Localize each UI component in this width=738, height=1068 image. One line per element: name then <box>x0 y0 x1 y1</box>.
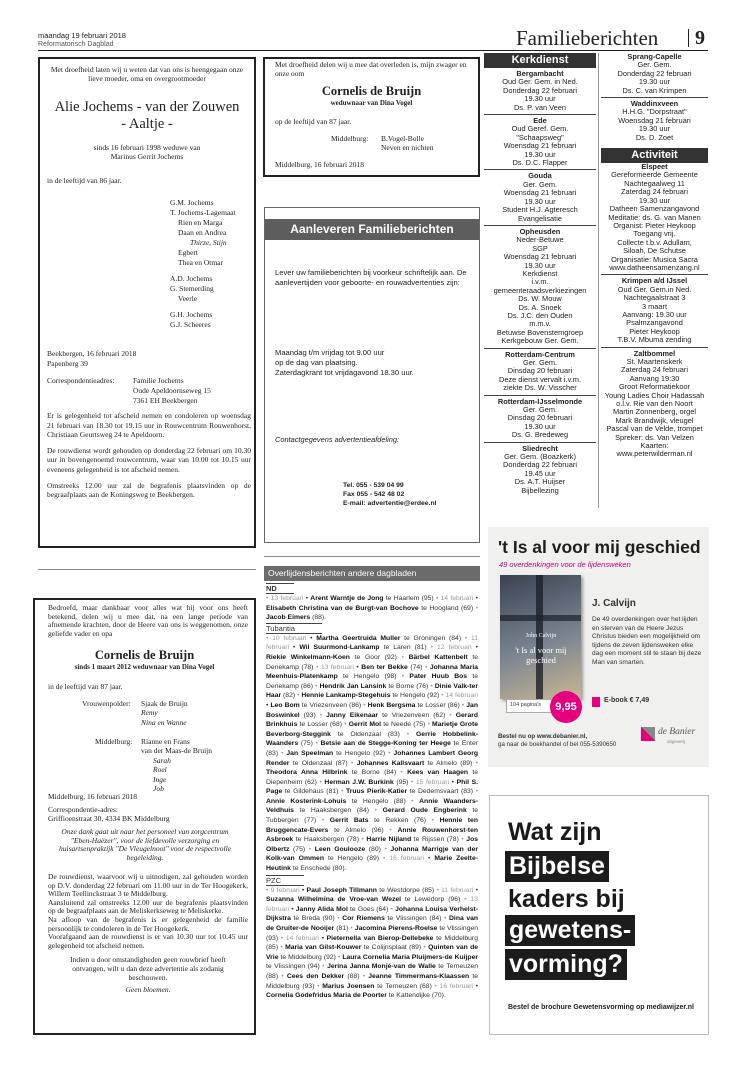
service-line: Donderdag 22 februari <box>503 85 577 95</box>
conscience-brochure-ad[interactable]: Wat zijn Bijbelse kaders bij gewetens- vorming? Bestel de brochure Gewetensvorming op mediawijzer.nl <box>489 795 709 1035</box>
header-date: maandag 19 februari 2018 <box>38 31 126 40</box>
service-line: Organisatie: Musica Sacra <box>611 254 698 264</box>
service-block <box>601 347 708 459</box>
service-place: Ede <box>533 116 547 126</box>
service-line: Ger. Gem. <box>522 405 558 415</box>
service-line: Ds. J.C. den Ouden <box>507 310 573 320</box>
service-place: Zaltbommel <box>633 348 676 358</box>
header-rule <box>38 50 708 51</box>
service-line: Ds. D. Zoet <box>635 132 674 142</box>
service-line: Ger. Gem. <box>637 60 672 70</box>
service-place: Bergambacht <box>516 69 564 78</box>
service-line: Ds. W. Mouw <box>518 294 562 304</box>
obituary-entry: • 14 februari • Elisabeth Christina van de Burgt-van Bochove te Hoogland (69) <box>266 595 478 612</box>
service-line: Datheen Samenzangavond <box>609 204 700 214</box>
book-cover: John Calvijn 't Is al voor mij geschied <box>500 575 581 699</box>
obituary-entry: • Jacomina Pierens-Roelse te Vlissingen (93) <box>266 925 479 942</box>
service-line: Siloah, De Schutse <box>623 246 686 256</box>
ebook-icon <box>592 697 600 707</box>
service-place: Elspeet <box>641 162 668 172</box>
service-line: Betuwse Bovenstemgroep <box>496 327 584 337</box>
service-place: Sprang-Capelle <box>627 52 682 61</box>
service-line: Mark Brandwijk, vleugel <box>615 415 694 425</box>
death-notice-jochems: Met droefheid laten wij u weten dat van ons is heengegaan onze lieve moeder, oma en overgrootmoeder Alie Jochems - van der Zouwen - Aaltje - sinds 16 februari 1998 weduwe van Marinus Gerrit Jochems in de leeftijd van 86 jaar. G.M. Jochems T. Jochems-Lagemaat Rien en Marga Daan en Andrea Thirze, Stijn Egbert Thea en Otmar A.D. Jochems G. Stemerding Veerle G.H. Jochems G.J. Scheeres Beekbergen, 16 februari 2018 Papenberg 39 Correspondentieadres: Familie Jochems Oude Apeldoornseweg 15 7361 EH Beekbergen Er is gelegenheid tot afscheid nemen en condoleren op woensdag 21 februari van 18.30 tot 19.15 uur in Rouwcentrum Rouwenhorst, Christiaan Geurtsweg 24 te Apeldoorn. De rouwdienst wordt gehouden op donderdag 22 februari om 10.30 uur in bovengenoemd rouwcentrum, waar van 10.00 tot 10.15 uur eveneens gelegenheid is tot afscheid nemen. Omstreeks 12.00 uur zal de begrafenis plaatsvinden op de begraafplaats aan de Koningsweg te Beekbergen. <box>38 57 256 548</box>
obituary-entry: • Gerard Brinkhuis te Losser (68) <box>266 711 479 729</box>
service-line: Young Ladies Choir Hadassah <box>604 390 705 400</box>
service-place: Gouda <box>528 171 552 181</box>
obituary-entry: • 12 februari • Riekie Winkelmann-Koen te Goor (92) <box>266 644 478 661</box>
service-line: H.H.G. "Dorpstraat" <box>622 107 687 117</box>
obituary-entry: • Harrie Nijland te Rijssen (78) <box>361 836 459 844</box>
obituary-entry: • 11 februari • Suzanna Wilhelmina de Vroe-van Wezel te Lewedorp (96) <box>266 886 478 904</box>
obituary-entry: • Jacob Eimers (88). <box>266 604 478 622</box>
activities-title: Activiteit <box>601 148 708 163</box>
family-list: G.M. Jochems T. Jochems-Lagemaat Rien en Marga Daan en Andrea Thirze, Stijn Egbert Thea en Otmar A.D. Jochems G. Stemerding Veerle G.H. Jochems G.J. Scheeres <box>170 198 236 329</box>
service-line: Evangelisatie <box>518 213 562 223</box>
page-number: 9 <box>695 27 705 49</box>
service-line: 19.30 uur <box>638 195 671 205</box>
obituary-entry: • Henk Bergsma te Losser (86) <box>363 701 460 709</box>
service-line: Bijbellezing <box>521 485 559 495</box>
obituary-entry: • Dina van de Gruiter-de Nooijer (81) <box>266 915 479 932</box>
service-line: Gereformeerde Gemeente <box>611 170 698 180</box>
obituary-entry: • Johannes Kallsvaart te Almelo (89) <box>351 759 473 767</box>
service-place: Sliedrecht <box>522 443 558 453</box>
service-line: Aanvang: 19.30 uur <box>622 309 687 319</box>
publisher-logo-icon <box>641 727 655 741</box>
service-line: Donderdag 22 februari <box>503 460 577 470</box>
service-line: Oud Geref. Gem. <box>511 124 569 134</box>
service-line: 3 maart <box>641 301 668 311</box>
service-line: m.m.v. <box>529 319 551 329</box>
service-line: Deze dienst vervalt i.v.m. <box>498 374 581 384</box>
service-line: Ds. G. Bredeweg <box>511 430 569 440</box>
service-line: Kerkgebouw Ger. Gem. <box>501 336 579 346</box>
death-notice-de-bruijn-children: Bedroefd, maar dankbaar voor alles wat hij voor ons heeft betekend, delen wij u mee dat, na een lange periode van afnemende krachten, door de Heere van ons is weggenomen, onze geliefde vader en opa Cornelis de Bruijn sinds 1 maart 2012 weduwnaar van Dina Vogel in de leeftijd van 87 jaar. Vrouwenpolder: Sjaak de Bruijn Remy Nina en Wanne Middelburg: Rianne en Frans van der Maas-de Bruijn Sarah Roel Inge Job Middelburg, 16 februari 2018 Correspondentie-adres: Griffioenstraat 30, 4334 BK Middelburg Onze dank gaat uit naar het personeel van zorgcentrum "Eben-Haëzer", voor de liefdevolle verzorging en huisartsenpraktijk "De Vleugelnoot" voor de respectvolle begeleiding. De rouwdienst, waarvoor wij u uitnodigen, zal gehouden worden op D.V. donderdag 22 februari om 11.00 uur in de Ter Hoogekerk, Willem Teellinckstraat 3 te Middelburg. Aansluitend zal omstreeks 12.00 uur de begrafenis plaatsvinden op de begraafplaats aan de Meliskerkseweg te Meliskerke. Na afloop van de begrafenis is er gelegenheid de familie persoonlijk te condoleren in de Ter Hoogekerk. Voorafgaand aan de rouwdienst is er van 10.30 uur tot 10.45 uur gelegenheid tot afscheid nemen. Indien u door omstandigheden geen rouwbrief heeft ontvangen, wilt u dan deze advertentie als zodanig beschouwen. Geen bloemen. <box>33 598 256 1035</box>
service-line: Ger. Gem. (Boazkerk) <box>504 452 576 462</box>
service-place: Waddinxveen <box>630 99 679 109</box>
obituary-entry: • Jeanne Timmermans-Klaassen te Middelburg (93) <box>266 972 479 990</box>
service-block <box>601 274 708 344</box>
church-services-title: Kerkdienst <box>484 53 596 68</box>
email-link[interactable]: E-mail: advertentie@erdee.nl <box>343 500 437 507</box>
obituary-entry: • 13 februari • Arent Warntje de Jong te Haarlem (95) <box>266 595 434 602</box>
service-line: SGP <box>532 243 548 253</box>
service-line: Organist: Pieter Heykoop <box>613 220 696 230</box>
service-block <box>484 348 596 393</box>
obituary-entry: • Gerrit Mol te Neede (75) <box>344 721 426 729</box>
obituary-entry: • Hennie Lankamp-Stegehuis te Hengelo (92) <box>297 692 440 700</box>
obituary-entry: • Annie Kosterink-Lohuis te Hengelo (88) <box>266 788 479 805</box>
brochure-link[interactable]: Bestel de brochure Gewetensvorming op mediawijzer.nl <box>508 1004 694 1011</box>
service-line: Spreker: ds. Van Velzen <box>615 432 694 442</box>
price-badge: 9,95 <box>550 691 582 723</box>
submission-info-box: Aanleveren Familieberichten Lever uw familieberichten bij voorkeur schriftelijk aan. De aanlevertijden voor geboorte- en rouwadvertenties zijn: Maandag t/m vrijdag tot 9.00 uur op de dag van plaatsing. Zaterdagkrant tot vrijdagavond 18.30 uur. Contactgegevens advertentieafdeling: Tel. 055 - 539 04 99 Fax 055 - 542 48 02 E-mail: advertentie@erdee.nl <box>264 207 480 543</box>
obituary-entry: • Marietje Grote Beverborg-Steggink te Oldenzaal (83) <box>266 721 479 738</box>
obituary-entry: • 13 februari • Janny Alida Mol te Goes (64) <box>266 896 478 913</box>
service-line: gemeenteraadsverkiezingen <box>493 285 587 295</box>
obituary-entry: • Janny Eikenaar te Vriezenveen (62) <box>319 711 446 719</box>
obituary-entry: • Herman J.W. Burkink (95) <box>319 778 409 786</box>
service-place: Rotterdam-IJsselmonde <box>497 396 583 406</box>
service-line: Meditatie: ds. G. van Manen <box>608 212 701 222</box>
obituary-entry: • 14 februari • Leo Bom te Vriezenveen (86) <box>266 692 478 709</box>
service-block <box>484 395 596 440</box>
obituary-entry: • 16 februari • Marie Zeelte-Heutink te Enschede (80). <box>266 855 478 873</box>
obituary-entry: • Gerard Oude Engberink te Tubbergen (77) <box>266 807 479 825</box>
service-line: 19.30 uur <box>524 421 556 431</box>
service-line: Groot Reformatiekoor <box>618 382 691 392</box>
obituary-entry: • 11 februari • Wil Suurmond-Lankamp te Laren (81) <box>266 634 478 652</box>
obituary-entry: • Jan Boswinkel (93) <box>266 701 478 719</box>
obituary-entry: • Annie Rouwenhorst-ten Asbroek te Haaksbergen (78) <box>266 826 479 844</box>
order-link[interactable]: Bestel nu op www.debanier.nl, <box>498 733 588 740</box>
service-block <box>484 169 596 222</box>
obituary-entry: • Truus Pierik-Katier te Dedemsvaart (83) <box>340 788 474 796</box>
header-paper: Reformatorisch Dagblad <box>38 41 114 48</box>
divider <box>264 556 480 557</box>
service-line: Woensdag 21 februari <box>503 252 577 262</box>
service-line: Woensdag 21 februari <box>618 115 691 125</box>
service-block <box>484 225 596 346</box>
service-line: Ds. A. Snoek <box>518 302 562 312</box>
obituary-entry: • Johanna Maria Meenhuis-Platenkamp te Hengelo (98) <box>266 663 479 681</box>
obituary-entry: • 10 februari • Martha Geertruida Muller te Groningen (84) <box>266 634 462 642</box>
section-title: Familieberichten <box>516 26 659 50</box>
service-line: Ger. Gem. <box>522 179 558 189</box>
service-line: Oud Ger. Gem. in Ned. <box>502 77 578 87</box>
service-place: Opheusden <box>519 226 561 236</box>
obituary-entry: • Theodora Anna Hilbrink te Borne (84) <box>266 759 479 777</box>
service-line: 19.30 uur <box>638 124 671 134</box>
service-line: Toegang vrij. <box>633 229 676 239</box>
obituary-entry: • Cor Riemens te Vlissingen (84) <box>337 915 442 923</box>
service-block <box>601 97 708 142</box>
service-block <box>484 70 596 112</box>
obituary-entry: • Hendrik Jan Lansink te Borne (76) <box>315 682 429 690</box>
service-line: Woensdag 21 februari <box>503 188 577 198</box>
obituary-entry: • Jos Olbertz (75) <box>266 836 479 853</box>
service-line: 19.45 uur <box>524 468 556 478</box>
obituary-entry: • Dinie Valk-ter Haar (82) <box>266 682 478 700</box>
service-line: Donderdag 22 februari <box>617 68 692 78</box>
obituary-entry: • Johanna Louisa Verhelst-Dijkstra te Breda (90) <box>266 905 478 923</box>
obituary-entry: • Maria van Gilst-Kouwer te Colijnsplaat (89) <box>280 944 422 952</box>
deceased-name: Alie Jochems - van der Zouwen <box>54 99 240 115</box>
service-line: Kaarten: <box>640 441 669 451</box>
obituary-entry: • Gerrit Bats te Rekken (76) <box>321 817 427 825</box>
service-line: Kerkdienst <box>522 268 558 278</box>
service-block <box>601 53 708 95</box>
obituary-entry: • 16 februari • Cornelia Godefridus Maria de Poorter te Kattendijke (70). <box>266 982 479 1000</box>
obituary-entry: • Marius Joensen te Terneuzen (68) <box>317 982 432 990</box>
service-block <box>601 163 708 272</box>
service-line: Student H.J. Agteresch <box>502 205 578 215</box>
service-line: ziekte Ds. W. Visscher <box>503 383 577 393</box>
obituary-entry: • Annie Waanders-Veldhuis te Haaksbergen (84) <box>266 797 478 815</box>
service-line: Nachtegaalstraat 3 <box>623 293 686 303</box>
service-line: Aanvang 19:30 <box>629 373 680 383</box>
service-line: Pieter Heykoop <box>629 326 680 336</box>
service-block <box>484 442 596 495</box>
service-line: Dinsdag 20 februari <box>507 413 573 423</box>
obituary-entry: • Laura Cornelia Maria Pluijmers-de Kuijper te Vlissingen (94) <box>266 953 478 971</box>
service-line: 19.30 uur <box>638 77 671 87</box>
header-divider <box>688 29 689 47</box>
service-line: 19.30 uur <box>524 260 556 270</box>
service-block <box>484 114 596 167</box>
service-line: Zaterdag 24 februari <box>621 365 688 375</box>
service-place: Krimpen a/d IJssel <box>621 276 688 286</box>
obituary-entry: • Kees van Haagen te Diepenheim (62) <box>266 769 478 786</box>
service-line: Ger. Gem. <box>522 358 558 367</box>
submission-title: Aanleveren Familieberichten <box>265 219 479 240</box>
service-line: Neder-Betuwe <box>516 235 564 245</box>
service-line: Ds. P. van Veen <box>513 102 567 112</box>
obituary-entry: • Jerina Janna Monjé-van de Walle te Terneuzen (88) <box>266 963 479 980</box>
obituary-entry: • 14 februari • Pieternella van Bierop-Dellebeke te Middelburg (85) <box>266 934 478 952</box>
service-line: Dinsdag 20 februari <box>507 366 573 376</box>
service-line: 19.30 uur <box>524 149 556 159</box>
book-advertisement[interactable]: 't Is al voor mij geschied 49 overdenkingen voor de lijdensweken John Calvijn 't Is al voor mij geschied 104 pagina's 9,95 J. Calvijn De 49 overdenkingen over het lijden en sterven van de Heere Jezus Christus bieden een mogelijkheid om tijdens de zeven lijdensweken elke dag een moment stil te staan bij deze Man van smarten. E-book € 7,49 Bestel nu op www.debanier.nl, ga naar de boekhandel of bel 055-5390650 de Banier uitgeverij <box>488 527 709 767</box>
service-line: Ds. D.C. Flapper <box>512 158 568 168</box>
service-place: Rotterdam-Centrum <box>505 349 575 359</box>
service-line: o.l.v. Rie van den Noort <box>616 399 693 409</box>
divider <box>38 569 256 570</box>
obituary-entry: • 9 februari • Paul Joseph Tillmann te Westdorpe (85) <box>266 886 435 894</box>
service-line: Oud Ger. Gem.in Ned. <box>617 284 692 294</box>
obituary-entry: • Johannes Lambert Georg Render te Oldenzaal (87) <box>266 749 478 767</box>
service-line: T.B.V. Mbuma zending <box>617 335 692 345</box>
services-activities <box>601 53 708 508</box>
obituary-list: ND • 13 februari • Arent Warntje de Jong te Haarlem (95) • 14 februari • Elisabeth Christina van de Burgt-van Bochove te Hoogland (69) • Jacob Eimers (88). Tubantia • 10 februari • Martha Geertruida Muller te Groningen (84) • 11 februari • Wil Suurmond-Lankamp te Laren (81) • 12 februari • Riekie Winkelmann-Koen te Goor (92) • Bärbel Kattenbelt te Denekamp (78) • 13 februari • Ben ter Bekke (74) • Johanna Maria Meenhuis-Platenkamp te Hengelo (98) • Pater Huub Bos te Denekamp (86) • Hendrik Jan Lansink te Borne (76) • Dinie Valk-ter Haar (82) • Hennie Lankamp-Stegehuis te Hengelo (92) • 14 februari • Leo Bom te Vriezenveen (86) • Henk Bergsma te Losser (86) • Jan Boswinkel (93) • Janny Eikenaar te Vriezenveen (62) • Gerard Brinkhuis te Losser (68) • Gerrit Mol te Neede (75) • Marietje Grote Beverborg-Steggink te Oldenzaal (83) • Gerrie Hobbelink-Waanders (75) • Betsie aan de Stegge-Koning ter Heege te Enter (83) • Jan Speelman te Hengelo (92) • Johannes Lambert Georg Render te Oldenzaal (87) • Johannes Kallsvaart te Almelo (89) • Theodora Anna Hilbrink te Borne (84) • Kees van Haagen te Diepenheim (62) • Herman J.W. Burkink (95) • 15 februari • Phil S. Page te Gildehaus (81) • Truus Pierik-Katier te Dedemsvaart (83) • Annie Kosterink-Lohuis te Hengelo (88) • Annie Waanders-Veldhuis te Haaksbergen (84) • Gerard Oude Engberink te Tubbergen (77) • Gerrit Bats te Rekken (76) • Hennie ten Bruggencate-Evers te Almelo (96) • Annie Rouwenhorst-ten Asbroek te Haaksbergen (78) • Harrie Nijland te Rijssen (78) • Jos Olbertz (75) • Leen Goulooze (80) • Johanna Marrigje van der Kolk-van Ommen te Hengelo (89) • 16 februari • Marie Zeelte-Heutink te Enschede (80). PZC • 9 februari • Paul Joseph Tillmann te Westdorpe (85) • 11 februari • Suzanna Wilhelmina de Vroe-van Wezel te Lewedorp (96) • 13 februari • Janny Alida Mol te Goes (64) • Johanna Louisa Verhelst-Dijkstra te Breda (90) • Cor Riemens te Vlissingen (84) • Dina van de Gruiter-de Nooijer (81) • Jacomina Pierens-Roelse te Vlissingen (93) • 14 februari • Pieternella van Bierop-Dellebeke te Middelburg (85) • Maria van Gilst-Kouwer te Colijnsplaat (89) • Quinten van de Vrie te Middelburg (92) • Laura Cornelia Maria Pluijmers-de Kuijper te Vlissingen (94) • Jerina Janna Monjé-van de Walle te Terneuzen (88) • Cees den Dekker (88) • Jeanne Timmermans-Klaassen te Middelburg (93) • Marius Joensen te Terneuzen (68) • 16 februari • Cornelia Godefridus Maria de Poorter te Kattendijke (70). <box>266 584 479 1000</box>
obituary-entry: • Cees den Dekker (88) <box>281 972 360 980</box>
service-line: Ds. C. van Krimpen <box>622 85 687 95</box>
service-line: i.v.m. <box>531 277 549 287</box>
service-line: "Schaapsweg" <box>516 132 564 142</box>
obituary-entry: • Leen Goulooze (80) <box>308 845 381 853</box>
obituary-entry: • Jan Speelman te Hengelo (92) <box>281 749 386 757</box>
service-line: www.datheensamenzang.nl <box>609 262 700 272</box>
obituaries-other-papers: Overlijdensberichten andere dagbladen ND • 13 februari • Arent Warntje de Jong te Haarlem (95) • 14 februari • Elisabeth Christina van de Burgt-van Bochove te Hoogland (69) • Jacob Eimers (88). Tubantia • 10 februari • Martha Geertruida Muller te Groningen (84) • 11 februari • Wil Suurmond-Lankamp te Laren (81) • 12 februari • Riekie Winkelmann-Koen te Goor (92) • Bärbel Kattenbelt te Denekamp (78) • 13 februari • Ben ter Bekke (74) • Johanna Maria Meenhuis-Platenkamp te Hengelo (98) • Pater Huub Bos te Denekamp (86) • Hendrik Jan Lansink te Borne (76) • Dinie Valk-ter Haar (82) • Hennie Lankamp-Stegehuis te Hengelo (92) • 14 februari • Leo Bom te Vriezenveen (86) • Henk Bergsma te Losser (86) • Jan Boswinkel (93) • Janny Eikenaar te Vriezenveen (62) • Gerard Brinkhuis te Losser (68) • Gerrit Mol te Neede (75) • Marietje Grote Beverborg-Steggink te Oldenzaal (83) • Gerrie Hobbelink-Waanders (75) • Betsie aan de Stegge-Koning ter Heege te Enter (83) • Jan Speelman te Hengelo (92) • Johannes Lambert Georg Render te Oldenzaal (87) • Johannes Kallsvaart te Almelo (89) • Theodora Anna Hilbrink te Borne (84) • Kees van Haagen te Diepenheim (62) • Herman J.W. Burkink (95) • 15 februari • Phil S. Page te Gildehaus (81) • Truus Pierik-Katier te Dedemsvaart (83) • Annie Kosterink-Lohuis te Hengelo (88) • Annie Waanders-Veldhuis te Haaksbergen (84) • Gerard Oude Engberink te Tubbergen (77) • Gerrit Bats te Rekken (76) • Hennie ten Bruggencate-Evers te Almelo (96) • Annie Rouwenhorst-ten Asbroek te Haaksbergen (78) • Harrie Nijland te Rijssen (78) • Jos Olbertz (75) • Leen Goulooze (80) • Johanna Marrigje van der Kolk-van Ommen te Hengelo (89) • 16 februari • Marie Zeelte-Heutink te Enschede (80). PZC • 9 februari • Paul Joseph Tillmann te Westdorpe (85) • 11 februari • Suzanna Wilhelmina de Vroe-van Wezel te Lewedorp (96) • 13 februari • Janny Alida Mol te Goes (64) • Johanna Louisa Verhelst-Dijkstra te Breda (90) • Cor Riemens te Vlissingen (84) • Dina van de Gruiter-de Nooijer (81) • Jacomina Pierens-Roelse te Vlissingen (93) • 14 februari • Pieternella van Bierop-Dellebeke te Middelburg (85) • Maria van Gilst-Kouwer te Colijnsplaat (89) • Quinten van de Vrie te Middelburg (92) • Laura Cornelia Maria Pluijmers-de Kuijper te Vlissingen (94) • Jerina Janna Monjé-van de Walle te Terneuzen (88) • Cees den Dekker (88) • Jeanne Timmermans-Klaassen te Middelburg (93) • Marius Joensen te Terneuzen (68) • 16 februari • Cornelia Godefridus Maria de Poorter te Kattendijke (70). <box>266 568 479 1000</box>
service-line: Woensdag 21 februari <box>503 141 577 151</box>
service-line: 19.30 uur <box>524 94 556 104</box>
service-line: Zaterdag 24 februari <box>621 187 688 197</box>
service-line: Collecte t.b.v. Adullam, <box>617 237 692 247</box>
service-line: 19.30 uur <box>524 196 556 206</box>
obituary-entry: • Hennie ten Bruggencate-Evers te Almelo (96) <box>266 817 478 834</box>
obituary-entry: • 13 februari • Ben ter Bekke (74) <box>315 663 423 671</box>
obituary-entry: • Johanna Marrigje van der Kolk-van Ommen te Hengelo (89) <box>266 845 478 863</box>
service-line: Psalmzangavond <box>626 318 683 328</box>
obituary-entry: • 15 februari • Phil S. Page te Gildehaus (81) <box>266 778 479 796</box>
death-notice-de-bruijn-family: Met droefheid delen wij u mee dat overleden is, mijn zwager en onze oom Cornelis de Bruijn weduwnaar van Dina Vogel op de leeftijd van 87 jaar. Middelburg: B.Vogel-Bolle Neven en nichten Middelburg, 16 februari 2018 <box>263 57 480 177</box>
obituary-entry: • Bärbel Kattenbelt te Denekamp (78) <box>266 653 479 671</box>
service-line: www.peterwilderman.nl <box>616 449 693 459</box>
service-line: Pascal van de Velde, trompet <box>606 424 703 434</box>
divider <box>598 53 599 508</box>
obituary-entry: • Gerrie Hobbelink-Waanders (75) <box>266 730 478 748</box>
service-line: Nachtegaalweg 11 <box>624 178 685 188</box>
obituary-entry: • Betsie aan de Stegge-Koning ter Heege te Enter (83) <box>266 740 478 757</box>
obituary-entry: • Quinten van de Vrie te Middelburg (92) <box>266 944 479 961</box>
service-line: Martin Zonnenberg, orgel <box>613 407 696 417</box>
church-services <box>484 53 596 508</box>
obituary-entry: • Pater Huub Bos te Denekamp (86) <box>266 673 478 690</box>
service-line: Ds. A.T. Huijser <box>514 477 566 487</box>
service-line: St. Maartenskerk <box>626 357 683 366</box>
